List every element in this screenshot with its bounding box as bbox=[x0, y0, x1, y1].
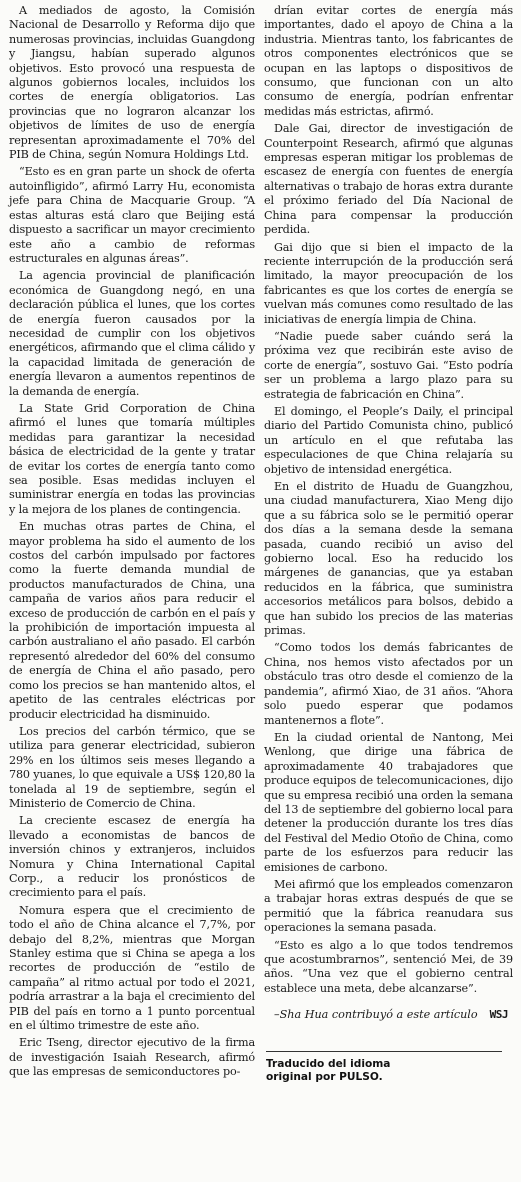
byline-signature bbox=[264, 1008, 513, 1022]
article-paragraph: En muchas otras partes de China, el mayor problema ha sido el aumento de los costos del carbón impulsado por factores como la fuerte demanda mundial de productos manufacturados de China, una campaña de varios años para reducir el exceso de producción de carbón en el país y la prohibición de importación impuesta al carbón australiano el año pasado. El carbón representó alrededor del 60% del consumo de energía de China el año pasado, pero como los precios se han mantenido altos, el apetito de las centrales eléctricas por producir electricidad ha disminuido. bbox=[9, 520, 255, 721]
left-column bbox=[9, 4, 255, 1083]
wsj-mark: WSJ bbox=[489, 1008, 508, 1022]
article-paragraph: Mei afirmó que los empleados comenzaron a trabajar horas extras después de que se permitió que la fábrica reanudara sus operaciones la semana pasada. bbox=[264, 877, 513, 935]
divider bbox=[266, 1051, 502, 1052]
translation-credit: Traducido del idioma original por PULSO. bbox=[266, 1057, 391, 1083]
signature-text: –Sha Hua contribuyó a este artículo bbox=[274, 1008, 478, 1022]
article-paragraph: Dale Gai, director de investigación de Counterpoint Research, afirmó que algunas empresas esperan mitigar los problemas de escasez de energía con fuentes de energía alternativas o trabajo de horas extra durante el próximo feriado del Día Nacional de China para compensar la producción perdida. bbox=[264, 122, 513, 237]
article-paragraph: La State Grid Corporation de China afirmó el lunes que tomaría múltiples medidas para garantizar la necesidad básica de electricidad de la gente y tratar de evitar los cortes de energía tanto como sea posible. Esas medidas incluyen el suministrar energía en todas las provincias y la mejora de los planes de contingencia. bbox=[9, 401, 255, 516]
article-paragraph: A mediados de agosto, la Comisión Nacional de Desarrollo y Reforma dijo que numerosas provincias, incluidas Guangdong y Jiangsu, habían superado algunos objetivos. Esto provocó una respuesta de algunos gobiernos locales, incluidos los cortes de energía obligatorios. Las provincias que no lograron alcanzar los objetivos de límites de uso de energía representan aproximadamente el 70% del PIB de China, según Nomura Holdings Ltd. bbox=[9, 4, 255, 162]
article-paragraph: En la ciudad oriental de Nantong, Mei Wenlong, que dirige una fábrica de aproximadamente 40 trabajadores que produce equipos de telecomunicaciones, dijo que su empresa recibió una orden la semana del 13 de septiembre del gobierno local para detener la producción durante los tres días del Festival del Medio Otoño de China, como parte de los esfuerzos para reducir las emisiones de carbono. bbox=[264, 730, 513, 874]
article-paragraph: “Esto es algo a lo que todos tendremos que acostumbrarnos”, sentenció Mei, de 39 años. “Una vez que el gobierno central establece una meta, debe alcanzarse”. bbox=[264, 938, 513, 995]
right-column bbox=[264, 4, 513, 1084]
article-paragraph: drían evitar cortes de energía más importantes, dado el apoyo de China a la industria. Mientras tanto, los fabricantes de otros componentes electrónicos que se ocupan en las laptops o dispositivos de consumo, que funcionan con un alto consumo de energía, podrían enfrentar medidas más estrictas, afirmó. bbox=[264, 4, 513, 118]
article-paragraph: Gai dijo que si bien el impacto de la reciente interrupción de la producción será limitado, la mayor preocupación de los fabricantes es que los cortes de energía se vuelvan más comunes como resultado de las iniciativas de energía limpia de China. bbox=[264, 240, 513, 326]
article-paragraph: La agencia provincial de planificación económica de Guangdong negó, en una declaración pública el lunes, que los cortes de energía fueron causados por la necesidad de cumplir con los objetivos energéticos, afirmando que el clima cálido y la capacidad limitada de generación de energía llevaron a aumentos repentinos de la demanda de energía. bbox=[9, 269, 255, 398]
article-paragraph: “Nadie puede saber cuándo será la próxima vez que recibirán este aviso de corte de energía”, sostuvo Gai. “Esto podría ser un problema a largo plazo para su estrategia de fabricación en China”. bbox=[264, 329, 513, 401]
article-paragraph: En el distrito de Huadu de Guangzhou, una ciudad manufacturera, Xiao Meng dijo que a su fábrica solo se le permitió operar dos días a la semana desde la semana pasada, cuando recibió un aviso del gobierno local. Eso ha reducido los márgenes de ganancias, que ya estaban reducidos en la fábrica, que suministra accesorios metálicos para bolsos, debido a que han subido los precios de las materias primas. bbox=[264, 480, 513, 638]
article-paragraph: El domingo, el People’s Daily, el principal diario del Partido Comunista chino, publicó un artículo en el que refutaba las especulaciones de que China relajaría su objetivo de intensidad energética. bbox=[264, 404, 513, 476]
article-paragraph: Nomura espera que el crecimiento de todo el año de China alcance el 7,7%, por debajo del 8,2%, mientras que Morgan Stanley estima que si China se apega a los recortes de producción de “estilo de campaña” al ritmo actual por todo el 2021, podría arrastrar a la baja el crecimiento del PIB del país en torno a 1 punto porcentual en el último trimestre de este año. bbox=[9, 903, 255, 1033]
article-paragraph: Eric Tseng, director ejecutivo de la firma de investigación Isaiah Research, afirmó que las empresas de semiconductores po- bbox=[9, 1036, 255, 1079]
article-paragraph: “Como todos los demás fabricantes de China, nos hemos visto afectados por un obstáculo tras otro desde el comienzo de la pandemia”, afirmó Xiao, de 31 años. “Ahora solo puedo esperar que podamos mantenernos a flote”. bbox=[264, 641, 513, 727]
article-paragraph: “Esto es en gran parte un shock de oferta autoinfligido”, afirmó Larry Hu, economista jefe para China de Macquarie Group. “A estas alturas está claro que Beijing está dispuesto a sacrificar un mayor crecimiento este año a cambio de reformas estructurales en algunas áreas”. bbox=[9, 165, 255, 265]
article-paragraph: Los precios del carbón térmico, que se utiliza para generar electricidad, subieron 29% en los últimos seis meses llegando a 780 yuanes, lo que equivale a US$ 120,80 la tonelada al 19 de septiembre, según el Ministerio de Comercio de China. bbox=[9, 724, 256, 810]
article-paragraph: La creciente escasez de energía ha llevado a economistas de bancos de inversión chinos y extranjeros, incluidos Nomura y China International Capital Corp., a reducir los pronósticos de crecimiento para el país. bbox=[9, 814, 255, 900]
